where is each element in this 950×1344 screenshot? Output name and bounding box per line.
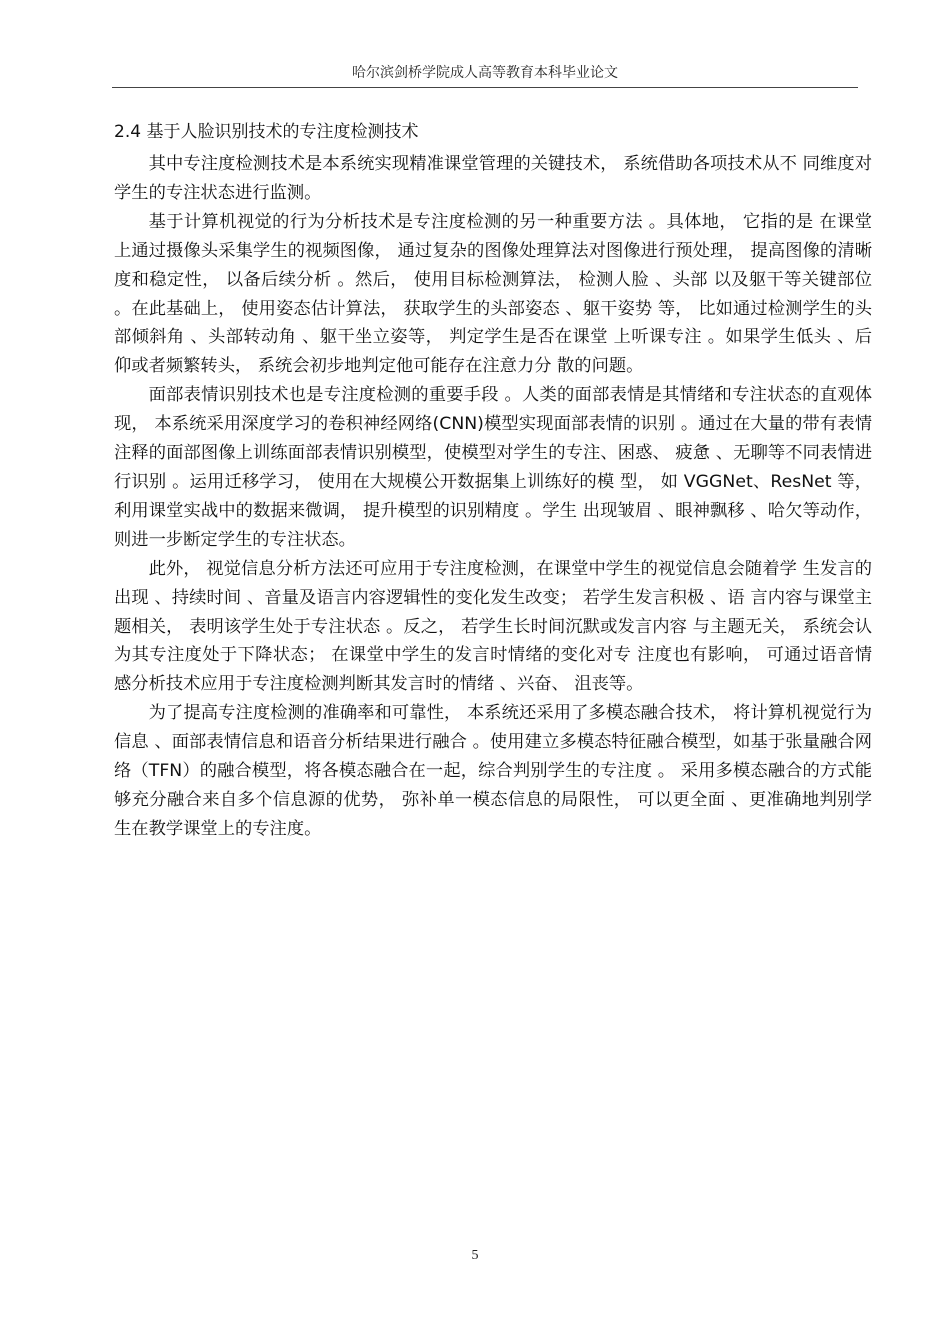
paragraph-1: 其中专注度检测技术是本系统实现精准课堂管理的关键技术， 系统借助各项技术从不 同维度对学生的专注状态进行监测。 (114, 154, 872, 203)
section-body (114, 118, 872, 844)
paragraph-5: 为了提高专注度检测的准确率和可靠性， 本系统还采用了多模态融合技术， 将计算机视觉行为信息 、面部表情信息和语音分析结果进行融合 。使用建立多模态特征融合模型，如基于张量融合网络（TFN）的融合模型，将各模态融合在一起，综合判别学生的专注度 。 采用多模态融合的方式能够充分融合来自多个信息源的优势， 弥补单一模态信息的局限性， 可以更全面 、更准确地判别学生在教学课堂上的专注度。 (114, 703, 872, 839)
header-divider (112, 87, 858, 88)
paragraph-3: 面部表情识别技术也是专注度检测的重要手段 。人类的面部表情是其情绪和专注状态的直观体现， 本系统采用深度学习的卷积神经网络(CNN)模型实现面部表情的识别 。通过在大量的带有表情注释的面部图像上训练面部表情识别模型，使模型对学生的专注、困惑、 疲惫 、无聊等不同表情进行识别 。运用迁移学习， 使用在大规模公开数据集上训练好的模 型， 如 VGGNet、ResNet 等， 利用课堂实战中的数据来微调， 提升模型的识别精度 。学生 出现皱眉 、眼神飘移 、哈欠等动作， 则进一步断定学生的专注状态。 (114, 385, 872, 550)
page-number: 5 (471, 1248, 479, 1263)
running-header: 哈尔滨剑桥学院成人高等教育本科毕业论文 (352, 65, 618, 81)
paragraph-4: 此外， 视觉信息分析方法还可应用于专注度检测，在课堂中学生的视觉信息会随着学 生发言的出现 、持续时间 、音量及语言内容逻辑性的变化发生改变； 若学生发言积极 、语 言内容与课堂主题相关， 表明该学生处于专注状态 。反之， 若学生长时间沉默或发言内容 与主题无关， 系统会认为其专注度处于下降状态； 在课堂中学生的发言时情绪的变化对专 注度也有影响， 可通过语音情感分析技术应用于专注度检测判断其发言时的情绪 、兴奋、 沮丧等。 (114, 558, 872, 695)
section-heading: 2.4 基于人脸识别技术的专注度检测技术 (114, 122, 419, 142)
paragraph-2: 基于计算机视觉的行为分析技术是专注度检测的另一种重要方法 。具体地， 它指的是 在课堂上通过摄像头采集学生的视频图像， 通过复杂的图像处理算法对图像进行预处理， 提高图像的清晰度和稳定性， 以备后续分析 。然后， 使用目标检测算法， 检测人脸 、头部 以及躯干等关键部位 。在此基础上， 使用姿态估计算法， 获取学生的头部姿态 、躯干姿势 等， 比如通过检测学生的头部倾斜角 、头部转动角 、躯干坐立姿等， 判定学生是否在课堂 上听课专注 。如果学生低头 、后仰或者频繁转头， 系统会初步地判定他可能存在注意力分 散的问题。 (114, 211, 872, 377)
